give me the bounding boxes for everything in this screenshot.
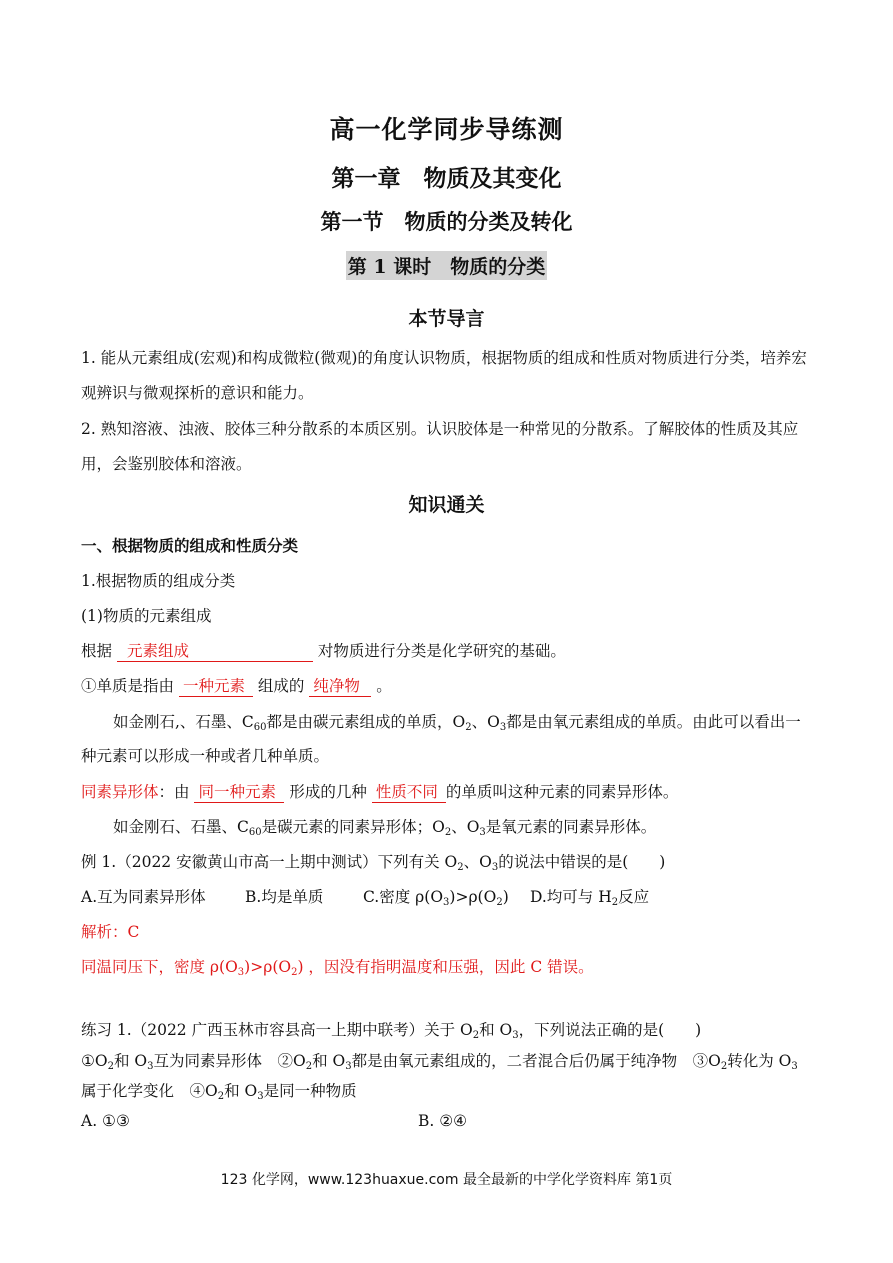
example1-stem	[81, 850, 665, 873]
subscript: 3	[499, 722, 507, 733]
text: 例 1.（2022 安徽黄山市高一上期中测试）下列有关 O	[81, 853, 458, 871]
text: 根据	[81, 642, 113, 660]
subscript: 2	[465, 722, 472, 733]
text: 是氧元素的同素异形体。	[485, 818, 657, 836]
text: 如金刚石,、石墨、C	[113, 713, 254, 731]
text: 属于化学变化 ④O	[81, 1082, 218, 1100]
text: 的说法中错误的是( )	[498, 853, 666, 871]
text: )>ρ(O	[244, 958, 292, 976]
line-classification-basis	[81, 639, 566, 662]
practice1-statements-line2	[81, 1079, 357, 1102]
text: 反应	[618, 888, 650, 906]
text: C.密度 ρ(O	[363, 888, 444, 906]
subscript: 2	[107, 1061, 114, 1072]
practice1-option-a: A. ①③	[81, 1112, 130, 1130]
text: 都是由碳元素组成的单质，O	[266, 713, 466, 731]
text: 和 O	[312, 1052, 346, 1070]
text: 转化为 O	[727, 1052, 792, 1070]
text: ：由	[158, 783, 190, 801]
doc-title: 高一化学同步导练测	[329, 115, 564, 144]
line-allotrope-example	[113, 815, 656, 838]
knowledge-heading: 知识通关	[408, 494, 485, 516]
text: ①单质是指由	[81, 677, 175, 695]
subscript: 3	[147, 1061, 154, 1072]
text: 都是由氧元素组成的单质。由此可以看出一	[506, 713, 801, 731]
text: 、O	[463, 853, 492, 871]
subscript: 2	[217, 1091, 225, 1102]
subscript: 3	[791, 1061, 798, 1072]
blank-answer: 同一种元素	[194, 780, 284, 803]
practice1-statements-line1	[81, 1049, 798, 1072]
sub1-title: 1.根据物质的组成分类	[81, 572, 236, 590]
chapter-title: 第一章 物质及其变化	[331, 165, 562, 192]
text: ①O	[81, 1052, 108, 1070]
text: 、O	[451, 818, 480, 836]
intro-item2-line2: 用，会鉴别胶体和溶液。	[81, 455, 252, 473]
section-title: 第一节 物质的分类及转化	[320, 209, 573, 234]
text: )>ρ(O	[449, 888, 497, 906]
subscript: 2	[291, 967, 298, 978]
subscript: 2	[720, 1061, 728, 1072]
subscript: 2	[444, 827, 452, 838]
subscript: 2	[611, 897, 619, 908]
text: 。	[376, 677, 392, 695]
lesson-title: 第 1 课时 物质的分类	[346, 251, 547, 280]
line-allotrope-definition	[81, 780, 678, 803]
subscript: 2	[305, 1061, 313, 1072]
subscript: 3	[345, 1061, 352, 1072]
example1-option-c	[363, 885, 509, 908]
text: ，下列说法正确的是( )	[518, 1021, 702, 1039]
subscript: 3	[237, 967, 245, 978]
blank-answer: 一种元素	[179, 674, 253, 697]
text: 组成的	[257, 677, 305, 695]
subscript: 3	[443, 897, 450, 908]
subscript: 60	[248, 827, 262, 838]
text: 练习 1.（2022 广西玉林市容县高一上期中联考）关于 O	[81, 1021, 473, 1039]
text: 同温同压下，密度 ρ(O	[81, 958, 238, 976]
line-element-definition	[81, 674, 392, 697]
text: ) ，因没有指明温度和压强，因此 C 错误。	[297, 958, 594, 976]
text: D.均可与 H	[530, 888, 612, 906]
blank-answer: 元素组成	[117, 639, 313, 662]
text: )	[502, 888, 509, 906]
subscript: 2	[496, 897, 503, 908]
text: 形成的几种	[289, 783, 367, 801]
text: 是同一种物质	[263, 1082, 357, 1100]
text: 如金刚石、石墨、C	[113, 818, 249, 836]
blank-answer: 性质不同	[372, 780, 446, 803]
line-carbon-example	[113, 710, 801, 733]
text: 和 O	[479, 1021, 513, 1039]
text: 、O	[471, 713, 500, 731]
text: 和 O	[113, 1052, 148, 1070]
example1-explanation	[81, 955, 594, 978]
text: 互为同素异形体 ②O	[153, 1052, 306, 1070]
text: 都是由氧元素组成的，二者混合后仍属于纯净物 ③O	[351, 1052, 721, 1070]
subscript: 2	[457, 862, 464, 873]
blank-answer: 纯净物	[309, 674, 371, 697]
text: 对物质进行分类是化学研究的基础。	[317, 642, 566, 660]
practice1-option-b: B. ②④	[418, 1112, 468, 1130]
example1-option-b: B.均是单质	[245, 888, 324, 906]
page-footer: 123 化学网，www.123huaxue.com 最全最新的中学化学资料库 第1页	[220, 1172, 673, 1188]
example1-option-d	[530, 885, 649, 908]
subscript: 3	[257, 1091, 264, 1102]
example1-answer: 解析：C	[81, 923, 140, 941]
line-carbon-example-cont: 种元素可以形成一种或者几种单质。	[81, 747, 330, 765]
subscript: 3	[479, 827, 486, 838]
text: 的单质叫这种元素的同素异形体。	[445, 783, 679, 801]
intro-item2-line1: 2. 熟知溶液、浊液、胶体三种分散系的本质区别。认识胶体是一种常见的分散系。了解胶体的性质及其应	[81, 420, 799, 438]
intro-item1-line2: 观辨识与微观探析的意识和能力。	[81, 384, 314, 402]
lesson-title-wrap	[0, 251, 893, 280]
sub1-1-title: (1)物质的元素组成	[81, 607, 212, 625]
text: 是碳元素的同素异形体；O	[261, 818, 445, 836]
subscript: 3	[491, 862, 499, 873]
subscript: 3	[512, 1030, 519, 1041]
intro-heading: 本节导言	[408, 308, 485, 330]
practice1-stem	[81, 1018, 701, 1041]
term-label: 同素异形体	[81, 783, 159, 801]
part1-title: 一、根据物质的组成和性质分类	[81, 536, 299, 555]
intro-item1-line1: 1. 能从元素组成(宏观)和构成微粒(微观)的角度认识物质，根据物质的组成和性质对物质进行分类，培养宏	[81, 349, 807, 367]
text: 和 O	[224, 1082, 258, 1100]
subscript: 60	[253, 722, 267, 733]
example1-option-a: A.互为同素异形体	[81, 888, 206, 906]
subscript: 2	[472, 1030, 480, 1041]
